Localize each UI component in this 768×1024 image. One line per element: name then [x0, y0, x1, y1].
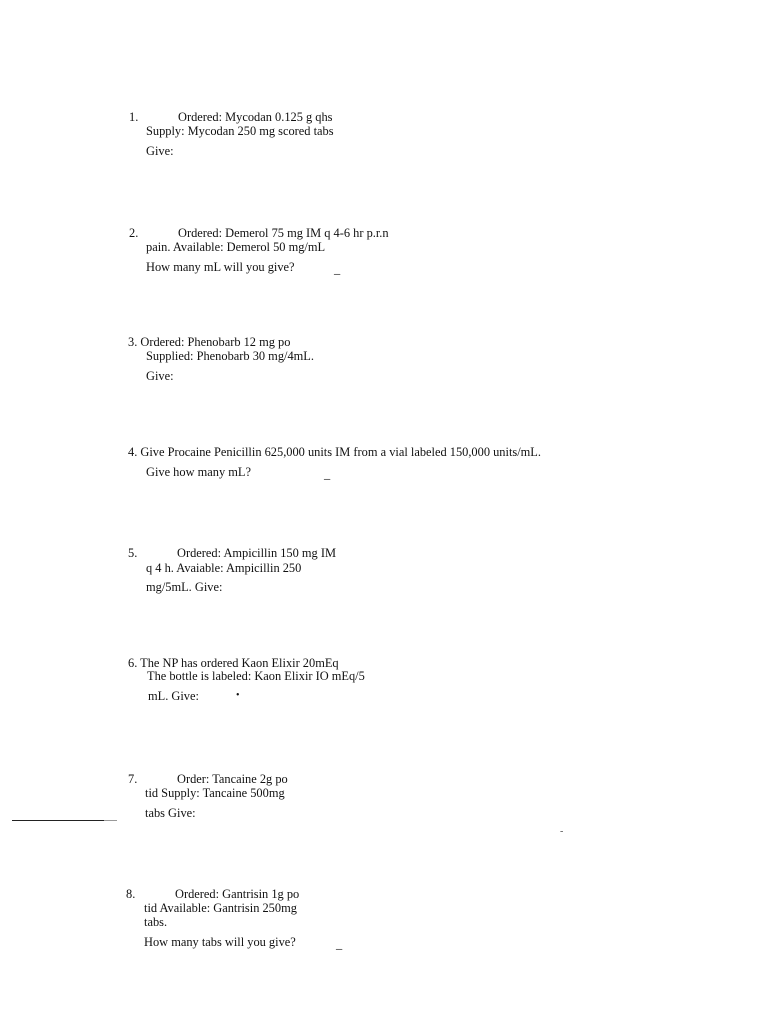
order-line: Ordered: Demerol 75 mg IM q 4-6 hr p.r.n [178, 226, 389, 240]
give-prompt: Give: [146, 144, 174, 158]
supply-line: Supply: Mycodan 250 mg scored tabs [146, 124, 334, 138]
order-line: Ordered: Gantrisin 1g po [175, 887, 300, 901]
supply-line: The bottle is labeled: Kaon Elixir IO mEq/5 [147, 669, 365, 683]
answer-blank: _ [336, 937, 343, 951]
order-line: Ordered: Ampicillin 150 mg IM [177, 546, 336, 560]
give-prompt: How many mL will you give? [146, 260, 295, 274]
supply-line: q 4 h. Avaiable: Ampicillin 250 [146, 561, 302, 575]
give-prompt: tabs Give: [145, 806, 196, 820]
supply-line: pain. Available: Demerol 50 mg/mL [146, 240, 326, 254]
order-line: 6. The NP has ordered Kaon Elixir 20mEq [128, 656, 339, 670]
stray-mark: - [560, 826, 564, 837]
order-line: Ordered: Mycodan 0.125 g qhs [178, 110, 333, 124]
question-number: 8. [126, 887, 136, 901]
supply-line-continued: tabs. [144, 915, 168, 929]
supply-line: tid Available: Gantrisin 250mg [144, 901, 297, 915]
give-prompt: How many tabs will you give? [144, 935, 296, 949]
margin-rule [12, 820, 104, 821]
question-number: 1. [129, 110, 139, 124]
question-number: 5. [128, 546, 138, 560]
supply-line: Supplied: Phenobarb 30 mg/4mL. [146, 349, 314, 363]
margin-rule-tail [104, 820, 117, 821]
supply-line: tid Supply: Tancaine 500mg [145, 786, 285, 800]
order-line: 3. Ordered: Phenobarb 12 mg po [128, 335, 291, 349]
order-line: 4. Give Procaine Penicillin 625,000 units IM from a vial labeled 150,000 units/mL. [128, 445, 541, 459]
give-prompt: mL. Give: [148, 689, 199, 703]
question-number: 2. [129, 226, 139, 240]
answer-blank: _ [324, 467, 331, 481]
give-prompt: Give: [146, 369, 174, 383]
bullet-mark: • [236, 690, 240, 701]
answer-blank: _ [334, 262, 341, 276]
give-prompt: mg/5mL. Give: [146, 580, 223, 594]
question-number: 7. [128, 772, 138, 786]
order-line: Order: Tancaine 2g po [177, 772, 288, 786]
give-prompt: Give how many mL? [146, 465, 251, 479]
